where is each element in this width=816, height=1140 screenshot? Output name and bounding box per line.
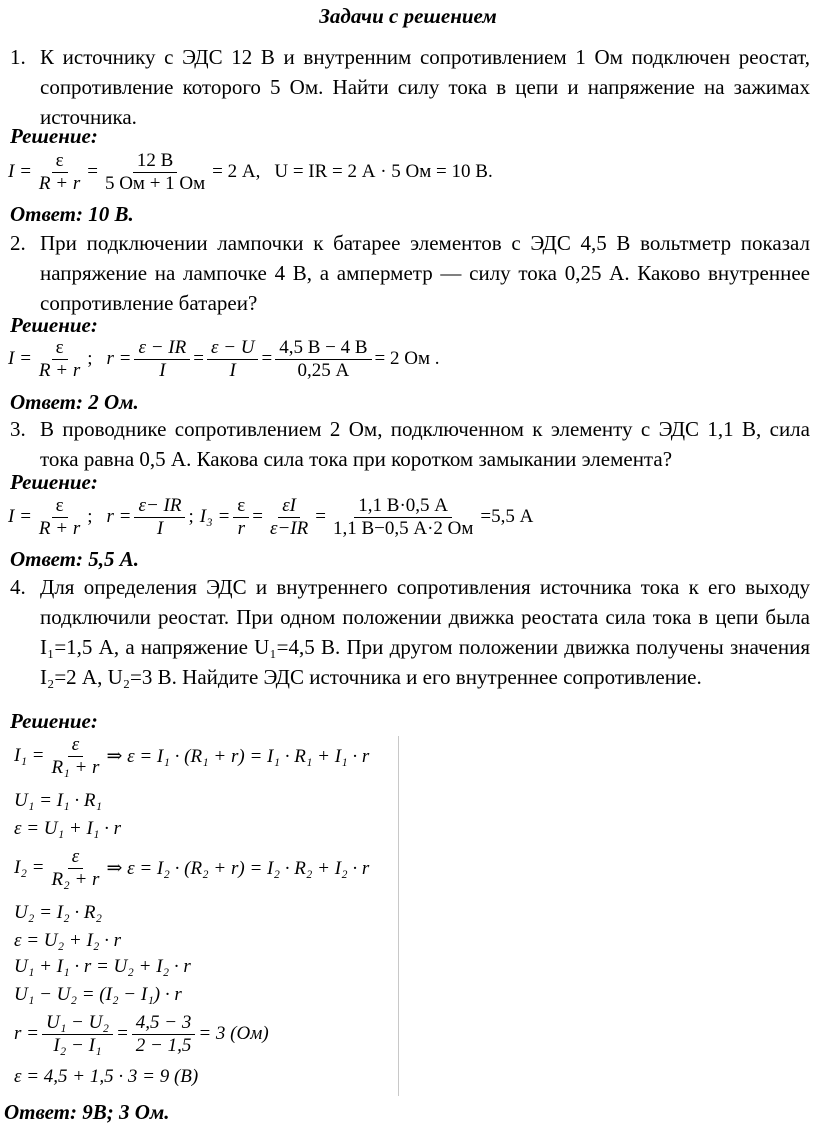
fraction: $\frac{\varepsilon}{R + r}$ — [38, 150, 81, 194]
formula-voltage: U = IR = 2 А · 5 Ом = 10 В. — [274, 161, 493, 183]
problem-text: При подключении лампочки к батарее элементов с ЭДС 4,5 В вольтметр показал напряжение на лампочке 4 В, а амперметр — силу тока 0,25 А. Каково внутреннее сопротивление батареи? — [40, 231, 810, 315]
derivation-line: U₁ + I₁ · r = U₂ + I₂ · r — [14, 956, 191, 977]
fraction: $\frac{\varepsilon - U}{I}$ — [207, 337, 259, 382]
derivation-line: I₁ = $\frac{\varepsilon}{\text{R₁ + r}}$ ⇒ ε = I₁ · (R₁ + r) = I₁ · R₁ + I₁ · r — [14, 734, 370, 778]
fraction: $\frac{\varepsilon}{R + r}$ — [38, 337, 81, 381]
answer-3: Ответ: 5,5 А. — [10, 547, 140, 571]
problem-number: 3. — [10, 417, 26, 441]
solution-label: Решение: — [10, 124, 98, 148]
problem-number: 1. — [10, 45, 26, 69]
fraction: $\frac{\text{U₁ − U₂}}{\text{I₂ − I₁}}$ — [42, 1012, 113, 1057]
solution-label: Решение: — [10, 313, 98, 337]
problem-number: 4. — [10, 575, 26, 599]
problem-text: К источнику с ЭДС 12 В и внутренним сопротивлением 1 Ом подключен реостат, сопротивление которого 5 Ом. Найти силу тока в цепи и напряжение на зажимах источника. — [40, 45, 810, 129]
derivation-line: I₂ = $\frac{\varepsilon}{\text{R₂ + r}}$ ⇒ ε = I₂ · (R₂ + r) = I₂ · R₂ + I₂ · r — [14, 846, 370, 890]
fraction: $\frac{4,5 - 3}{2 - 1,5}$ — [132, 1012, 196, 1057]
formula-lhs: I = — [8, 161, 32, 183]
answer-4: Ответ: 9В; 3 Ом. — [4, 1100, 170, 1124]
fraction: $\frac{\varepsilon}{\text{R₁ + r}}$ — [51, 734, 100, 778]
solution-label: Решение: — [10, 470, 98, 494]
problem-2 — [10, 228, 810, 318]
derivation-line: U₂ = I₂ · R₂ — [14, 902, 103, 923]
solution-1-formula: I = $\frac{\varepsilon}{R + r}$ = $\frac{12 В}{5 Ом + 1 Ом}$ = 2 А, U = IR = 2 А · 5 Ом = 10 В. — [8, 150, 493, 194]
derivation-line: r = $\frac{\text{U₁ − U₂}}{\text{I₂ − I₁}}$ = $\frac{4,5 - 3}{2 - 1,5}$ = 3 (Ом) — [14, 1012, 269, 1056]
fraction: $\frac{\varepsilon I}{\varepsilon-IR}$ — [269, 495, 309, 539]
answer-1: Ответ: 10 В. — [10, 202, 134, 226]
solution-4-derivation — [14, 734, 404, 1094]
derivation-line: ε = 4,5 + 1,5 · 3 = 9 (В) — [14, 1066, 199, 1087]
fraction: $\frac{\varepsilon}{\text{R₂ + r}}$ — [51, 846, 100, 890]
fraction: $\frac{\varepsilon}{R + r}$ — [38, 495, 81, 539]
answer-2: Ответ: 2 Ом. — [10, 390, 139, 414]
problem-number: 2. — [10, 231, 26, 255]
fraction: $\frac{\varepsilon- IR}{I}$ — [134, 495, 185, 540]
derivation-line: U₁ − U₂ = (I₂ − I₁) · r — [14, 984, 182, 1005]
solution-label: Решение: — [10, 709, 98, 733]
problem-text: В проводнике сопротивлением 2 Ом, подключенном к элементу с ЭДС 1,1 В, сила тока равна 0,5 А. Какова сила тока при коротком замыкании элемента? — [40, 417, 810, 471]
derivation-line: U₁ = I₁ · R₁ — [14, 790, 103, 811]
fraction: $\frac{1,1 В\cdot 0,5 А}{1,1 В-0,5 А\cdot 2 Ом}$ — [332, 495, 474, 539]
fraction: $\frac{\varepsilon}{r}$ — [233, 495, 249, 540]
solution-3-formula: I = $\frac{\varepsilon}{R + r}$ ; r = $\frac{\varepsilon- IR}{I}$ ; I₃ = $\frac{\varepsilon}{r}$ = $\frac{\varepsilon I}{\varepsilon-IR}$ = $\frac{1,1 В\cdot 0,5 А}{1,1 В-0,5 А\cdot 2 Ом}$ =5,5 А — [8, 495, 534, 539]
derivation-line: ε = U₁ + I₁ · r — [14, 818, 122, 839]
page-title: Задачи с решением — [319, 4, 497, 28]
solution-2-formula: I = $\frac{\varepsilon}{R + r}$ ; r = $\frac{\varepsilon - IR}{I}$ = $\frac{\varepsilon - U}{I}$ = $\frac{4,5 В - 4 В}{0,25 А}$ = 2 Ом . — [8, 337, 440, 381]
problem-1 — [10, 42, 810, 132]
problem-4 — [10, 572, 810, 692]
derivation-line: ε = U₂ + I₂ · r — [14, 930, 122, 951]
problem-3 — [10, 414, 810, 474]
fraction: $\frac{4,5 В - 4 В}{0,25 А}$ — [275, 337, 371, 382]
fraction: $\frac{12 В}{5 Ом + 1 Ом}$ — [104, 150, 206, 194]
fraction: $\frac{\varepsilon - IR}{I}$ — [134, 337, 190, 382]
problem-text: Для определения ЭДС и внутреннего сопротивления источника тока к его выходу подключили реостат. При одном положении движка реостата сила тока в цепи была I₁=1,5 А, а напряжение U₁=4,5 В. При другом положении движка получены значения I₂=2 А, U₂=3 В. Найдите ЭДС источника и его внутреннее сопротивление. — [40, 575, 810, 689]
